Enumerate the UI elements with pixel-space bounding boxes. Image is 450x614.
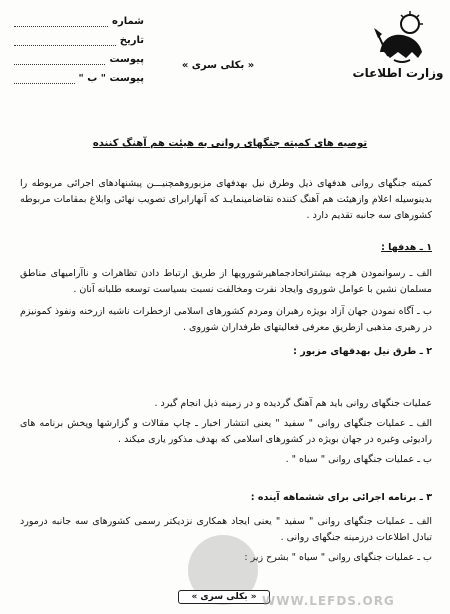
meta-field-attachment: پیوست (14, 50, 144, 69)
list-item: ب ـ عملیات جنگهای روانی " سیاه " . (285, 454, 432, 465)
section-text: عملیات جنگهای روانی باید هم آهنگ گردیده و در زمینه ذیل انجام گیرد . (154, 398, 432, 409)
meta-field-date: تاریخ (14, 31, 144, 50)
reference-fields (14, 12, 144, 88)
classification-footer: « بکلی سری » (178, 590, 270, 604)
lion-and-sun-emblem-icon (372, 8, 432, 66)
classification-label: « بکلی سری » (181, 60, 255, 71)
list-item: الف ـ عملیات جنگهای روانی " سفید " یعنی انتشار اخبار ـ چاپ مقالات و گزارشها وپخش برنامه های رادیوئی وغیره در جهان بویژه در کشورهای اسلامی که بهدف مذکور یاری میکند . (20, 418, 432, 445)
fill-line (14, 35, 116, 46)
section-methods (20, 396, 432, 468)
ministry-name: وزارت اطلاعات (352, 66, 444, 80)
list-item: الف ـ عملیات جنگهای روانی " سفید " یعنی ایجاد همکاری نزدیکتر رسمی کشورهای سه جانبه درمورد تبادل اطلاعات درزمینه جنگهای روانی . (20, 516, 432, 543)
section-heading: ۲ ـ طرق نیل بهدفهای مزبور : (293, 346, 432, 357)
meta-field-number: شماره (14, 12, 144, 31)
list-item: ب ـ عملیات جنگهای روانی " سیاه " بشرح زیر : (244, 552, 432, 563)
section-heading: ۳ ـ برنامه اجرائی برای ششماهه آینده : (250, 492, 432, 503)
fill-line (14, 73, 75, 84)
list-item: الف ـ رسوانمودن هرچه بیشتراتحادجماهیرشورویها از طریق ارتباط دادن تظاهرات و ناآرامیهای مناطق مسلمان نشین با عوامل شوروی وایجاد نفرت ومخالفت نسبت بسیاست توسعه طلبانه آنان . (20, 268, 432, 295)
intro-paragraph: کمیته جنگهای روانی هدفهای ذیل وطرق نیل بهدفهای مزبوروهمچنیـــن پیشنهادهای اجرائی مربوطه را بدینوسیله اعلام وازهیئت هم آهنگ کننده تقاضامینمایـد که آنهارابرای تصویب نهائی وابلاغ بمقامات مربوطه کشورهای سه جانبه تقدیم دارد . (20, 178, 432, 221)
section-goals (20, 240, 432, 360)
list-item: ب ـ آگاه نمودن جهان آزاد بویژه رهبران ومردم کشورهای اسلامی ازخطرات ناشیه ازرخنه ونفوذ کمونیزم در رهبری مذهبی ازطریق معرفی فعالیتهای طرفداران شوروی . (20, 306, 432, 333)
section-heading: ۱ ـ هدفها : (381, 242, 432, 253)
document-title: توصیه های کمیته جنگهای روانی به هیئت هم آهنگ کننده (92, 138, 368, 149)
fill-line (14, 54, 105, 65)
fill-line (14, 16, 108, 27)
meta-field-attachment-b: پیوست " ب " (14, 69, 144, 88)
website-watermark: WWW.LEFDS.ORG (262, 594, 395, 608)
